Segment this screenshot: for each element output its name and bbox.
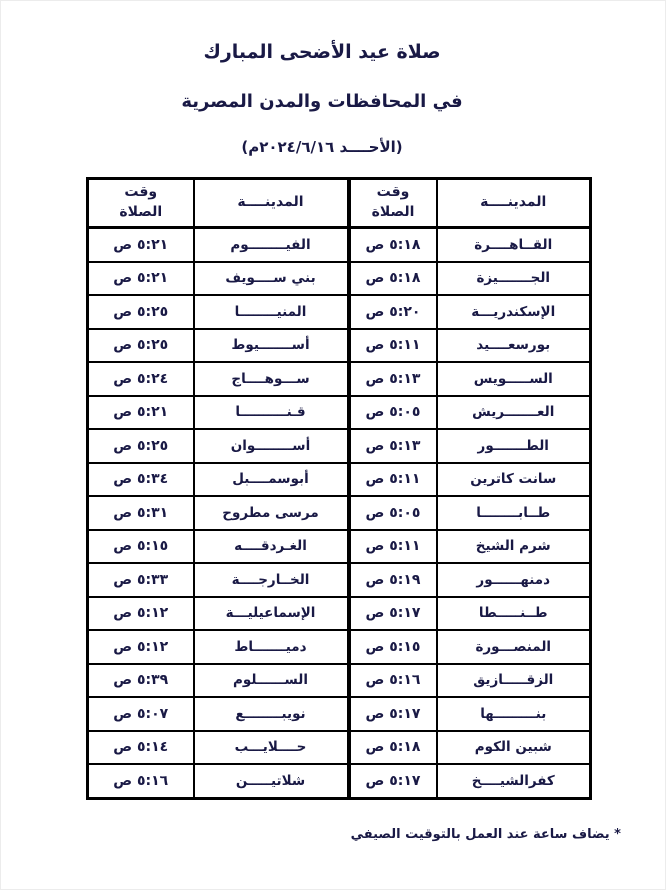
table-row xyxy=(88,630,591,664)
table-row xyxy=(88,463,591,497)
city-cell-right: شرم الشيخ xyxy=(437,530,591,564)
time-cell-left: ٥:٢٥ ص xyxy=(88,429,194,463)
table-row xyxy=(88,262,591,296)
time-cell-right: ٥:١٧ ص xyxy=(349,597,437,631)
city-cell-left: الإسماعيليـــة xyxy=(194,597,349,631)
city-cell-right: القــاهــــرة xyxy=(437,228,591,262)
time-cell-left: ٥:٢٤ ص xyxy=(88,362,194,396)
document-date: (الأحــــد ٢٠٢٤/٦/١٦م) xyxy=(241,138,403,156)
time-cell-left: ٥:٢١ ص xyxy=(88,262,194,296)
city-cell-right: الســـــويس xyxy=(437,362,591,396)
table-header xyxy=(88,179,591,228)
time-cell-right: ٥:١٣ ص xyxy=(349,362,437,396)
header-city-left-label: المدينــــة xyxy=(237,194,304,211)
table-row xyxy=(88,396,591,430)
table-row xyxy=(88,697,591,731)
time-cell-left: ٥:٠٧ ص xyxy=(88,697,194,731)
time-cell-right: ٥:١٨ ص xyxy=(349,228,437,262)
city-cell-left: أســـــــيوط xyxy=(194,329,349,363)
city-cell-left: قـنــــــــــا xyxy=(194,396,349,430)
city-cell-right: الزقـــــازيق xyxy=(437,664,591,698)
time-cell-left: ٥:٣٩ ص xyxy=(88,664,194,698)
header-city-left xyxy=(194,179,349,228)
city-cell-left: شلاتيـــــن xyxy=(194,764,349,798)
table-row xyxy=(88,664,591,698)
time-cell-right: ٥:١١ ص xyxy=(349,463,437,497)
city-cell-left: الخــارجــــة xyxy=(194,563,349,597)
city-cell-right: الطـــــــور xyxy=(437,429,591,463)
city-cell-right: بنـــــــــها xyxy=(437,697,591,731)
city-cell-left: دميـــــــاط xyxy=(194,630,349,664)
city-cell-right: دمنهــــــور xyxy=(437,563,591,597)
time-cell-left: ٥:٣٤ ص xyxy=(88,463,194,497)
time-cell-left: ٥:١٥ ص xyxy=(88,530,194,564)
city-cell-right: شبين الكوم xyxy=(437,731,591,765)
city-cell-right: كفرالشيــــخ xyxy=(437,764,591,798)
header-time-right xyxy=(349,179,437,228)
table-row xyxy=(88,295,591,329)
document-title: صلاة عيد الأضحى المبارك xyxy=(203,41,441,63)
header-row xyxy=(88,179,591,228)
header-time-left-line2: الصلاة xyxy=(119,204,163,220)
time-cell-left: ٥:١٦ ص xyxy=(88,764,194,798)
document-subtitle: في المحافظات والمدن المصرية xyxy=(181,91,463,112)
time-cell-right: ٥:١٣ ص xyxy=(349,429,437,463)
city-cell-right: المنصـــورة xyxy=(437,630,591,664)
table-row xyxy=(88,530,591,564)
city-cell-left: أســــــــوان xyxy=(194,429,349,463)
city-cell-left: أبوسمــــبل xyxy=(194,463,349,497)
time-cell-right: ٥:١٩ ص xyxy=(349,563,437,597)
table-row xyxy=(88,429,591,463)
table-row xyxy=(88,764,591,798)
time-cell-right: ٥:٠٥ ص xyxy=(349,496,437,530)
time-cell-right: ٥:١٦ ص xyxy=(349,664,437,698)
time-cell-left: ٥:٣٣ ص xyxy=(88,563,194,597)
header-city-right-label: المدينــــة xyxy=(480,194,547,211)
city-cell-left: ســـوهــــاج xyxy=(194,362,349,396)
time-cell-right: ٥:١٧ ص xyxy=(349,764,437,798)
table-body xyxy=(88,228,591,799)
time-cell-right: ٥:١١ ص xyxy=(349,530,437,564)
table-row xyxy=(88,496,591,530)
city-cell-right: طــنـــــطا xyxy=(437,597,591,631)
time-cell-left: ٥:١٢ ص xyxy=(88,597,194,631)
city-cell-left: نويبــــــــع xyxy=(194,697,349,731)
dst-footnote: * يضاف ساعة عند العمل بالتوقيت الصيفي xyxy=(350,827,621,842)
time-cell-left: ٥:٢٥ ص xyxy=(88,295,194,329)
table-row xyxy=(88,597,591,631)
header-time-right-line1: وقت xyxy=(376,184,410,201)
time-cell-left: ٥:٢١ ص xyxy=(88,396,194,430)
table-row xyxy=(88,731,591,765)
time-cell-left: ٥:٢٥ ص xyxy=(88,329,194,363)
time-cell-right: ٥:١٨ ص xyxy=(349,731,437,765)
time-cell-right: ٥:١٨ ص xyxy=(349,262,437,296)
time-cell-left: ٥:٢١ ص xyxy=(88,228,194,262)
city-cell-right: الجـــــــيزة xyxy=(437,262,591,296)
header-time-left xyxy=(88,179,194,228)
prayer-times-table xyxy=(86,177,592,800)
table-row xyxy=(88,362,591,396)
city-cell-right: طــابــــــــا xyxy=(437,496,591,530)
header-city-right xyxy=(437,179,591,228)
time-cell-left: ٥:٣١ ص xyxy=(88,496,194,530)
table-row xyxy=(88,563,591,597)
city-cell-left: مرسى مطروح xyxy=(194,496,349,530)
city-cell-left: الفيــــــــوم xyxy=(194,228,349,262)
time-cell-right: ٥:٢٠ ص xyxy=(349,295,437,329)
city-cell-left: بني ســــويف xyxy=(194,262,349,296)
city-cell-right: العـــــــريش xyxy=(437,396,591,430)
time-cell-right: ٥:١١ ص xyxy=(349,329,437,363)
table-row xyxy=(88,329,591,363)
city-cell-right: بورسعــــيد xyxy=(437,329,591,363)
city-cell-right: الإسكندريـــة xyxy=(437,295,591,329)
city-cell-left: الغـردقــــه xyxy=(194,530,349,564)
time-cell-right: ٥:٠٥ ص xyxy=(349,396,437,430)
time-cell-right: ٥:١٥ ص xyxy=(349,630,437,664)
time-cell-right: ٥:١٧ ص xyxy=(349,697,437,731)
city-cell-left: المنيــــــــا xyxy=(194,295,349,329)
time-cell-left: ٥:١٢ ص xyxy=(88,630,194,664)
city-cell-left: الســــــلوم xyxy=(194,664,349,698)
table-row xyxy=(88,228,591,262)
header-time-left-line1: وقت xyxy=(124,184,158,201)
time-cell-left: ٥:١٤ ص xyxy=(88,731,194,765)
city-cell-right: سانت كاترين xyxy=(437,463,591,497)
header-time-right-line2: الصلاة xyxy=(371,204,415,220)
city-cell-left: حــــلايـــب xyxy=(194,731,349,765)
